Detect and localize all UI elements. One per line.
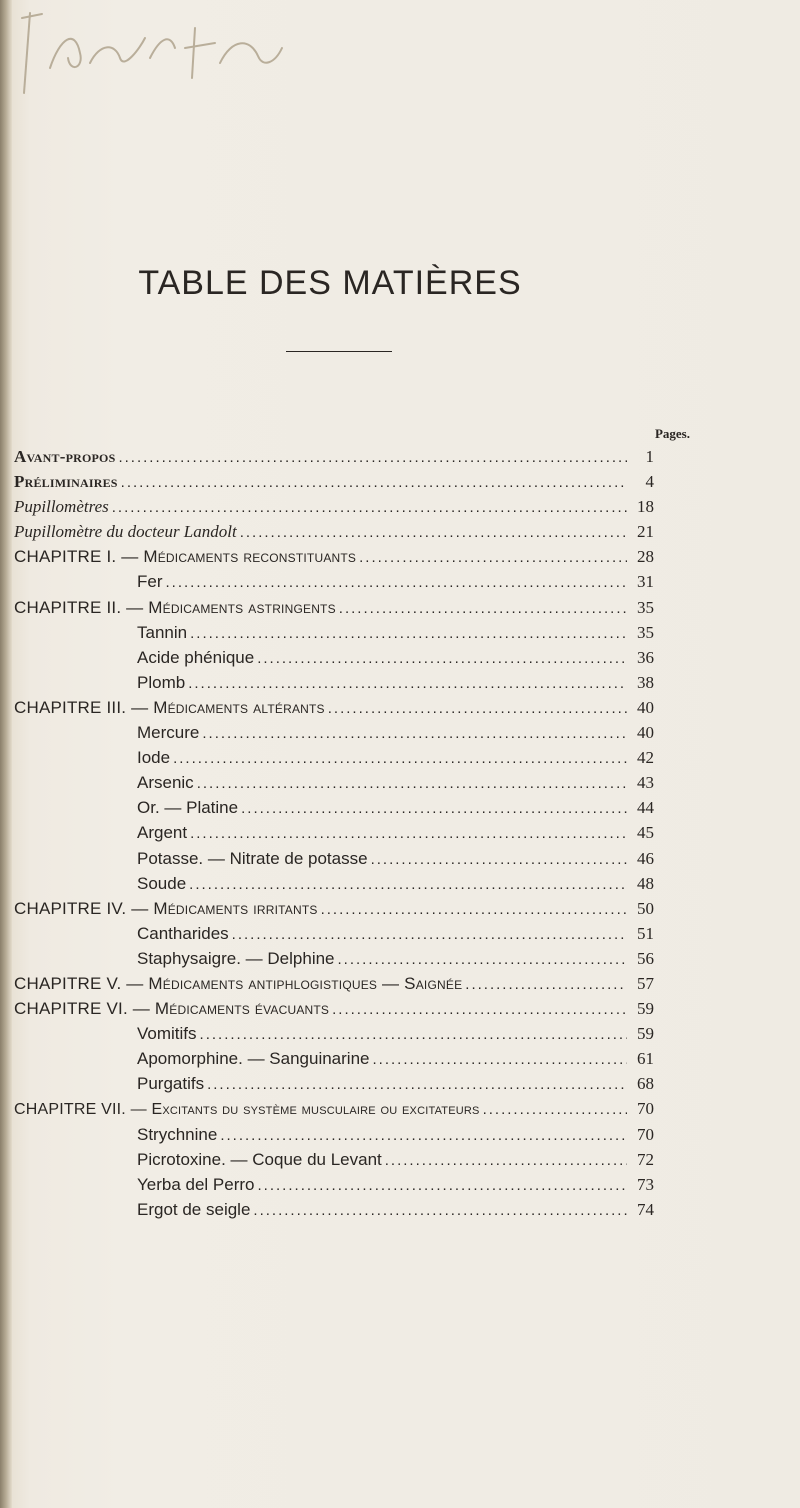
toc-entry-page: 68: [637, 1074, 654, 1094]
toc-entry-label: Ergot de seigle: [137, 1199, 251, 1219]
toc-entry-label: CHAPITRE IV. — Médicaments irritants: [14, 898, 318, 918]
toc-entry-label: Soude: [137, 873, 187, 893]
toc-subentry: [14, 572, 654, 597]
dot-leader: [339, 600, 627, 617]
dot-leader: [112, 499, 627, 516]
toc-entry-page: 44: [637, 798, 654, 818]
toc-chapter: [14, 1099, 654, 1124]
toc-entry-label: Pupillomètres: [14, 497, 109, 517]
toc-subentry: [14, 1074, 654, 1099]
toc-entry-page: 70: [637, 1099, 654, 1119]
toc-entry-page: 56: [637, 948, 654, 968]
toc-entry-label: Avant-propos: [14, 447, 116, 466]
toc-subentry: [14, 673, 654, 698]
toc-entry-page: 42: [637, 748, 654, 768]
toc-subentry: [14, 773, 654, 798]
dot-leader: [258, 1177, 627, 1194]
table-of-contents: [14, 447, 654, 1225]
dot-leader: [166, 574, 628, 591]
toc-entry-label: Or. — Platine: [137, 798, 239, 818]
toc-entry-label: CHAPITRE III. — Médicaments altérants: [14, 697, 325, 717]
toc-entry-label: Iode: [137, 748, 171, 768]
toc-entry-page: 28: [637, 547, 654, 567]
dot-leader: [359, 549, 627, 566]
toc-entry-page: 40: [637, 697, 654, 717]
toc-entry: [14, 522, 654, 547]
toc-subentry: [14, 798, 654, 823]
dot-leader: [240, 524, 627, 541]
toc-entry-page: 73: [637, 1174, 654, 1194]
toc-entry-label: CHAPITRE VII. — Excitants du système musculaire ou excitateurs: [14, 1101, 480, 1119]
toc-entry-page: 61: [637, 1049, 654, 1069]
toc-entry-label: Cantharides: [137, 923, 229, 943]
toc-entry-label: Tannin: [137, 622, 188, 642]
toc-entry-page: 70: [637, 1124, 654, 1144]
toc-entry-label: Potasse. — Nitrate de potasse: [137, 848, 368, 868]
dot-leader: [197, 775, 627, 792]
page-binding-edge: [0, 0, 12, 1508]
dot-leader: [188, 675, 627, 692]
toc-chapter: [14, 899, 654, 924]
toc-subentry: [14, 623, 654, 648]
toc-entry-page: 1: [645, 447, 654, 466]
toc-entry-label: Strychnine: [137, 1124, 218, 1144]
toc-entry-label: Yerba del Perro: [137, 1174, 255, 1194]
toc-entry-label: Purgatifs: [137, 1074, 205, 1094]
toc-entry-page: 18: [637, 497, 654, 517]
dot-leader: [232, 926, 627, 943]
dot-leader: [321, 901, 627, 918]
toc-subentry: [14, 748, 654, 773]
toc-subentry: [14, 1175, 654, 1200]
dot-leader: [121, 474, 627, 491]
toc-entry-page: 74: [637, 1199, 654, 1219]
dot-leader: [332, 1001, 627, 1018]
toc-subentry: [14, 1200, 654, 1225]
dot-leader: [190, 625, 627, 642]
dot-leader: [328, 700, 627, 717]
dot-leader: [241, 800, 627, 817]
toc-subentry: [14, 1024, 654, 1049]
dot-leader: [371, 851, 627, 868]
toc-subentry: [14, 1150, 654, 1175]
toc-subentry: [14, 849, 654, 874]
dot-leader: [189, 876, 627, 893]
toc-entry-page: 51: [637, 923, 654, 943]
toc-entry-label: Acide phénique: [137, 647, 255, 667]
toc-entry-label: Mercure: [137, 723, 200, 743]
dot-leader: [220, 1127, 627, 1144]
toc-entry-page: 50: [637, 898, 654, 918]
toc-subentry: [14, 874, 654, 899]
toc-entry-page: 21: [637, 522, 654, 542]
toc-subentry: [14, 723, 654, 748]
toc-subentry: [14, 648, 654, 673]
toc-entry: [14, 447, 654, 472]
toc-entry-page: 46: [637, 848, 654, 868]
dot-leader: [257, 650, 627, 667]
toc-subentry: [14, 1125, 654, 1150]
toc-chapter: [14, 974, 654, 999]
title-rule: [286, 351, 392, 352]
toc-entry-label: Plomb: [137, 672, 186, 692]
dot-leader: [385, 1152, 627, 1169]
toc-entry-label: Picrotoxine. — Coque du Levant: [137, 1149, 382, 1169]
pages-column-header: Pages.: [654, 426, 690, 441]
toc-subentry: [14, 823, 654, 848]
dot-leader: [372, 1051, 627, 1068]
toc-entry-page: 31: [637, 572, 654, 592]
toc-chapter: [14, 547, 654, 572]
toc-entry-page: 38: [637, 672, 654, 692]
toc-entry-page: 35: [637, 622, 654, 642]
toc-entry-page: 57: [637, 973, 654, 993]
toc-chapter: [14, 999, 654, 1024]
dot-leader: [483, 1101, 627, 1118]
dot-leader: [465, 976, 627, 993]
page-title: TABLE DES MATIÈRES: [138, 264, 522, 302]
dot-leader: [253, 1202, 627, 1219]
toc-entry-page: 59: [637, 1024, 654, 1044]
toc-entry-label: Argent: [137, 823, 188, 843]
dot-leader: [338, 951, 627, 968]
toc-entry-page: 4: [645, 472, 654, 492]
toc-entry-label: Vomitifs: [137, 1024, 197, 1044]
toc-entry-label: CHAPITRE V. — Médicaments antiphlogistiques — Saignée: [14, 973, 463, 993]
toc-entry-page: 45: [637, 823, 654, 843]
toc-chapter: [14, 598, 654, 623]
toc-entry-label: Préliminaires: [14, 472, 118, 492]
toc-entry-page: 43: [637, 773, 654, 793]
toc-entry-label: Fer: [137, 572, 163, 592]
dot-leader: [190, 825, 627, 842]
toc-subentry: [14, 949, 654, 974]
toc-subentry: [14, 924, 654, 949]
toc-entry-page: 36: [637, 647, 654, 667]
toc-entry-label: Staphysaigre. — Delphine: [137, 948, 335, 968]
dot-leader: [118, 449, 627, 466]
toc-entry-page: 48: [637, 873, 654, 893]
toc-entry: [14, 497, 654, 522]
toc-entry-label: Apomorphine. — Sanguinarine: [137, 1049, 370, 1069]
dot-leader: [200, 1026, 627, 1043]
dot-leader: [173, 750, 627, 767]
handwritten-inscription: [20, 8, 300, 98]
toc-subentry: [14, 1049, 654, 1074]
toc-entry-label: CHAPITRE I. — Médicaments reconstituants: [14, 547, 357, 567]
toc-entry: [14, 472, 654, 497]
toc-entry-page: 72: [637, 1149, 654, 1169]
dot-leader: [207, 1076, 627, 1093]
toc-entry-page: 59: [637, 999, 654, 1019]
toc-entry-label: Pupillomètre du docteur Landolt: [14, 522, 237, 542]
toc-entry-label: CHAPITRE VI. — Médicaments évacuants: [14, 999, 330, 1019]
toc-entry-label: CHAPITRE II. — Médicaments astringents: [14, 597, 336, 617]
toc-entry-page: 35: [637, 597, 654, 617]
toc-entry-label: Arsenic: [137, 773, 194, 793]
dot-leader: [202, 725, 627, 742]
toc-chapter: [14, 698, 654, 723]
toc-entry-page: 40: [637, 723, 654, 743]
